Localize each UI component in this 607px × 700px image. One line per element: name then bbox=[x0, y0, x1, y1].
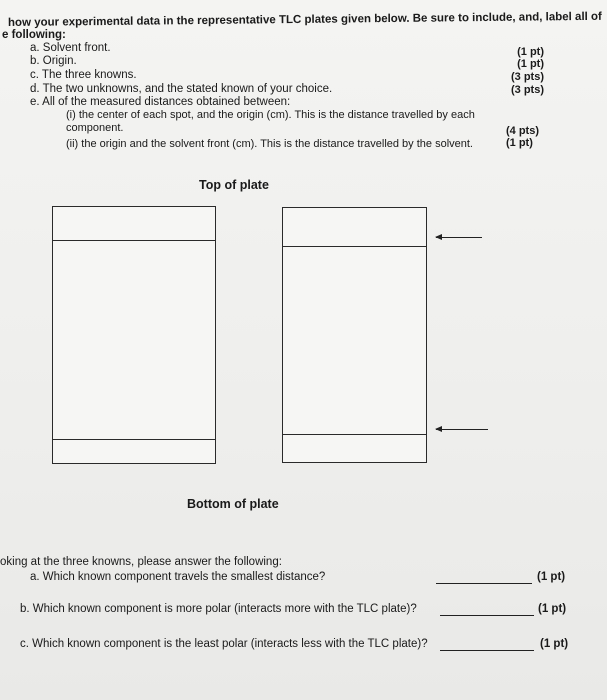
bottom-of-plate-label: Bottom of plate bbox=[187, 497, 279, 511]
question-least-polar: c. Which known component is the least polar (interacts less with the TLC plate)? bbox=[20, 638, 428, 650]
plate-right-top-line bbox=[283, 246, 426, 247]
answer-blank-b[interactable] bbox=[440, 615, 534, 616]
points-three-knowns: (3 pts) bbox=[511, 71, 544, 83]
item-two-unknowns: d. The two unknowns, and the stated known of your choice. bbox=[30, 83, 333, 95]
arrow-left-icon bbox=[436, 429, 488, 430]
points-origin: (1 pt) bbox=[517, 58, 544, 70]
points-question-c: (1 pt) bbox=[540, 638, 569, 650]
item-origin: b. Origin. bbox=[30, 55, 77, 67]
subitem-spot-distance: (i) the center of each spot, and the origin (cm). This is the distance travelled by each bbox=[66, 109, 475, 121]
answer-blank-c[interactable] bbox=[440, 650, 534, 651]
item-solvent-front: a. Solvent front. bbox=[30, 42, 111, 54]
points-column bbox=[496, 46, 544, 106]
tlc-plate-right bbox=[282, 207, 427, 463]
instructions-heading-continued: e following: bbox=[2, 29, 66, 41]
plate-left-top-line bbox=[53, 240, 215, 241]
points-question-b: (1 pt) bbox=[538, 603, 567, 615]
tlc-plate-left bbox=[52, 206, 216, 464]
points-solvent-distance: (1 pt) bbox=[506, 137, 533, 149]
plate-left-bottom-line bbox=[53, 439, 215, 440]
subitem-spot-distance-continued: component. bbox=[66, 122, 124, 134]
plate-right-bottom-line bbox=[283, 434, 426, 435]
top-of-plate-label: Top of plate bbox=[199, 178, 269, 192]
item-three-knowns: c. The three knowns. bbox=[30, 69, 137, 81]
questions-intro: oking at the three knowns, please answer the following: bbox=[0, 556, 282, 568]
points-two-unknowns: (3 pts) bbox=[511, 84, 544, 96]
instructions-heading: how your experimental data in the representative TLC plates given below. Be sure to include, and, label all of bbox=[7, 10, 602, 29]
points-spot-distance: (4 pts) bbox=[506, 125, 539, 137]
answer-blank-a[interactable] bbox=[436, 583, 532, 584]
points-solvent-front: (1 pt) bbox=[517, 46, 544, 58]
question-more-polar: b. Which known component is more polar (interacts more with the TLC plate)? bbox=[20, 603, 417, 615]
question-smallest-distance: a. Which known component travels the smallest distance? bbox=[30, 571, 326, 583]
subitem-solvent-distance: (ii) the origin and the solvent front (cm). This is the distance travelled by the solvent. bbox=[66, 138, 473, 150]
item-measured-distances: e. All of the measured distances obtained between: bbox=[30, 96, 291, 108]
points-question-a: (1 pt) bbox=[537, 571, 566, 583]
arrow-left-icon bbox=[436, 237, 482, 238]
